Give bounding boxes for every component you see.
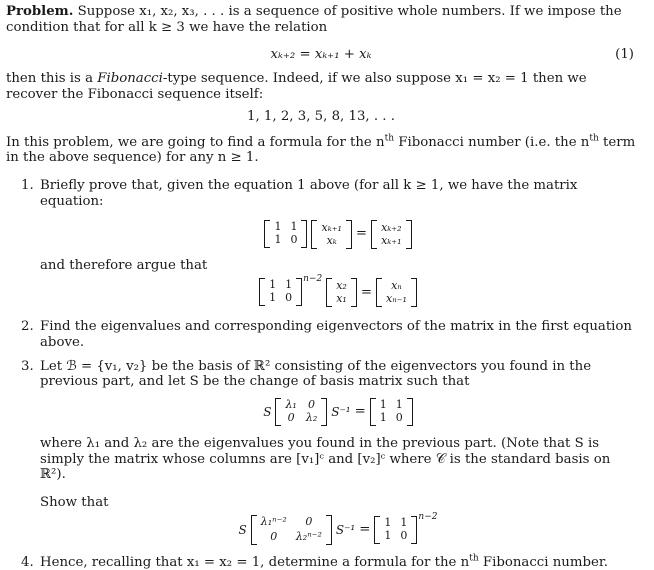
- fibonacci-sequence: 1, 1, 2, 3, 5, 8, 13, . . .: [247, 108, 395, 124]
- vector-xn: xₙ xₙ₋₁: [376, 278, 417, 308]
- problem-intro: [6, 4, 636, 35]
- question-4: 4. Hence, recalling that x₁ = x₂ = 1, determine a formula for the $n^{th}$ Fibonacci number.: [21, 553, 608, 570]
- question-3: 3. Let ℬ = {v₁, v₂} be the basis of ℝ² consisting of the eigenvectors you found in the previous part, and let S be the change of basis matrix such that S λ₁ 0 0 λ₂ S⁻¹ = 1 1 1 0 where λ₁ and λ₂ are the eigenvalues you found in the previous part. (Note that S is simply the matrix whose columns are [v₁]ᶜ and [v₂]ᶜ where 𝒞 is the standard basis on ℝ²). Show that S λ₁ⁿ⁻² 0 0 λ₂ⁿ⁻² S⁻¹ = 1 1 1 0 n−2: [6, 359, 636, 545]
- matrix-a: 1 1 1 0: [264, 220, 307, 248]
- diagonal-matrix: λ₁ 0 0 λ₂: [275, 398, 327, 426]
- diagonalization-equation: S λ₁ 0 0 λ₂ S⁻¹ = 1 1 1 0: [40, 398, 636, 426]
- equation-1: [6, 47, 636, 65]
- vector-xk: xₖ₊₁ xₖ: [311, 220, 351, 250]
- vector-x2: x₂ x₁: [326, 278, 357, 308]
- question-2: 2. Find the eigenvalues and corresponding eigenvectors of the matrix in the first equation above.: [21, 319, 632, 350]
- problem-label: Problem.: [6, 4, 74, 19]
- diagonal-power-matrix: λ₁ⁿ⁻² 0 0 λ₂ⁿ⁻²: [251, 515, 332, 545]
- matrix-equation-2: 1 1 1 0 n−2 x₂ x₁ = xₙ xₙ₋₁: [40, 278, 636, 308]
- fibonacci-matrix-power: 1 1 1 0 n−2: [374, 516, 437, 544]
- question-1: 1. Briefly prove that, given the equation 1 above (for all k ≥ 1, we have the matrix equation: 1 1 1 0 xₖ₊₁ xₖ = xₖ₊₂ xₖ₊₁ and therefore argue that 1 1 1 0 n−2 x₂ x₁ = xₙ xₙ₋₁: [6, 178, 636, 307]
- goal-text: In this problem, we are going to find a formula for the $n^{th}$ Fibonacci number (i.e. the $n^{th}$ term in the above sequence) for any n ≥ 1.: [6, 133, 636, 166]
- relation: xₖ₊₂ = xₖ₊₁ + xₖ: [270, 47, 372, 63]
- fibonacci-matrix: 1 1 1 0: [370, 398, 413, 426]
- matrix-equation-1: 1 1 1 0 xₖ₊₁ xₖ = xₖ₊₂ xₖ₊₁: [40, 220, 636, 250]
- argue-text: and therefore argue that: [40, 258, 208, 273]
- vector-xk1: xₖ₊₂ xₖ₊₁: [371, 220, 411, 250]
- show-text: Show that: [40, 494, 109, 510]
- fibonacci-text: then this is a Fibonacci-type sequence. Indeed, if we also suppose x₁ = x₂ = 1 then we recover the Fibonacci sequence itself:: [6, 71, 587, 103]
- equation-number: (1): [615, 47, 634, 63]
- problem-document: [6, 4, 636, 570]
- where-text: where λ₁ and λ₂ are the eigenvalues you found in the previous part. (Note that S is simply the matrix whose columns are [v₁]ᶜ and [v₂]ᶜ where 𝒞 is the standard basis on ℝ²).: [40, 435, 611, 483]
- matrix-a-power: 1 1 1 0 n−2: [259, 278, 322, 306]
- power-equation: S λ₁ⁿ⁻² 0 0 λ₂ⁿ⁻² S⁻¹ = 1 1 1 0 n−2: [238, 511, 438, 543]
- question-list: [6, 178, 636, 570]
- intro-text: Suppose x₁, x₂, x₃, . . . is a sequence of positive whole numbers. If we impose the condition that for all k ≥ 3 we have the relation: [6, 4, 622, 35]
